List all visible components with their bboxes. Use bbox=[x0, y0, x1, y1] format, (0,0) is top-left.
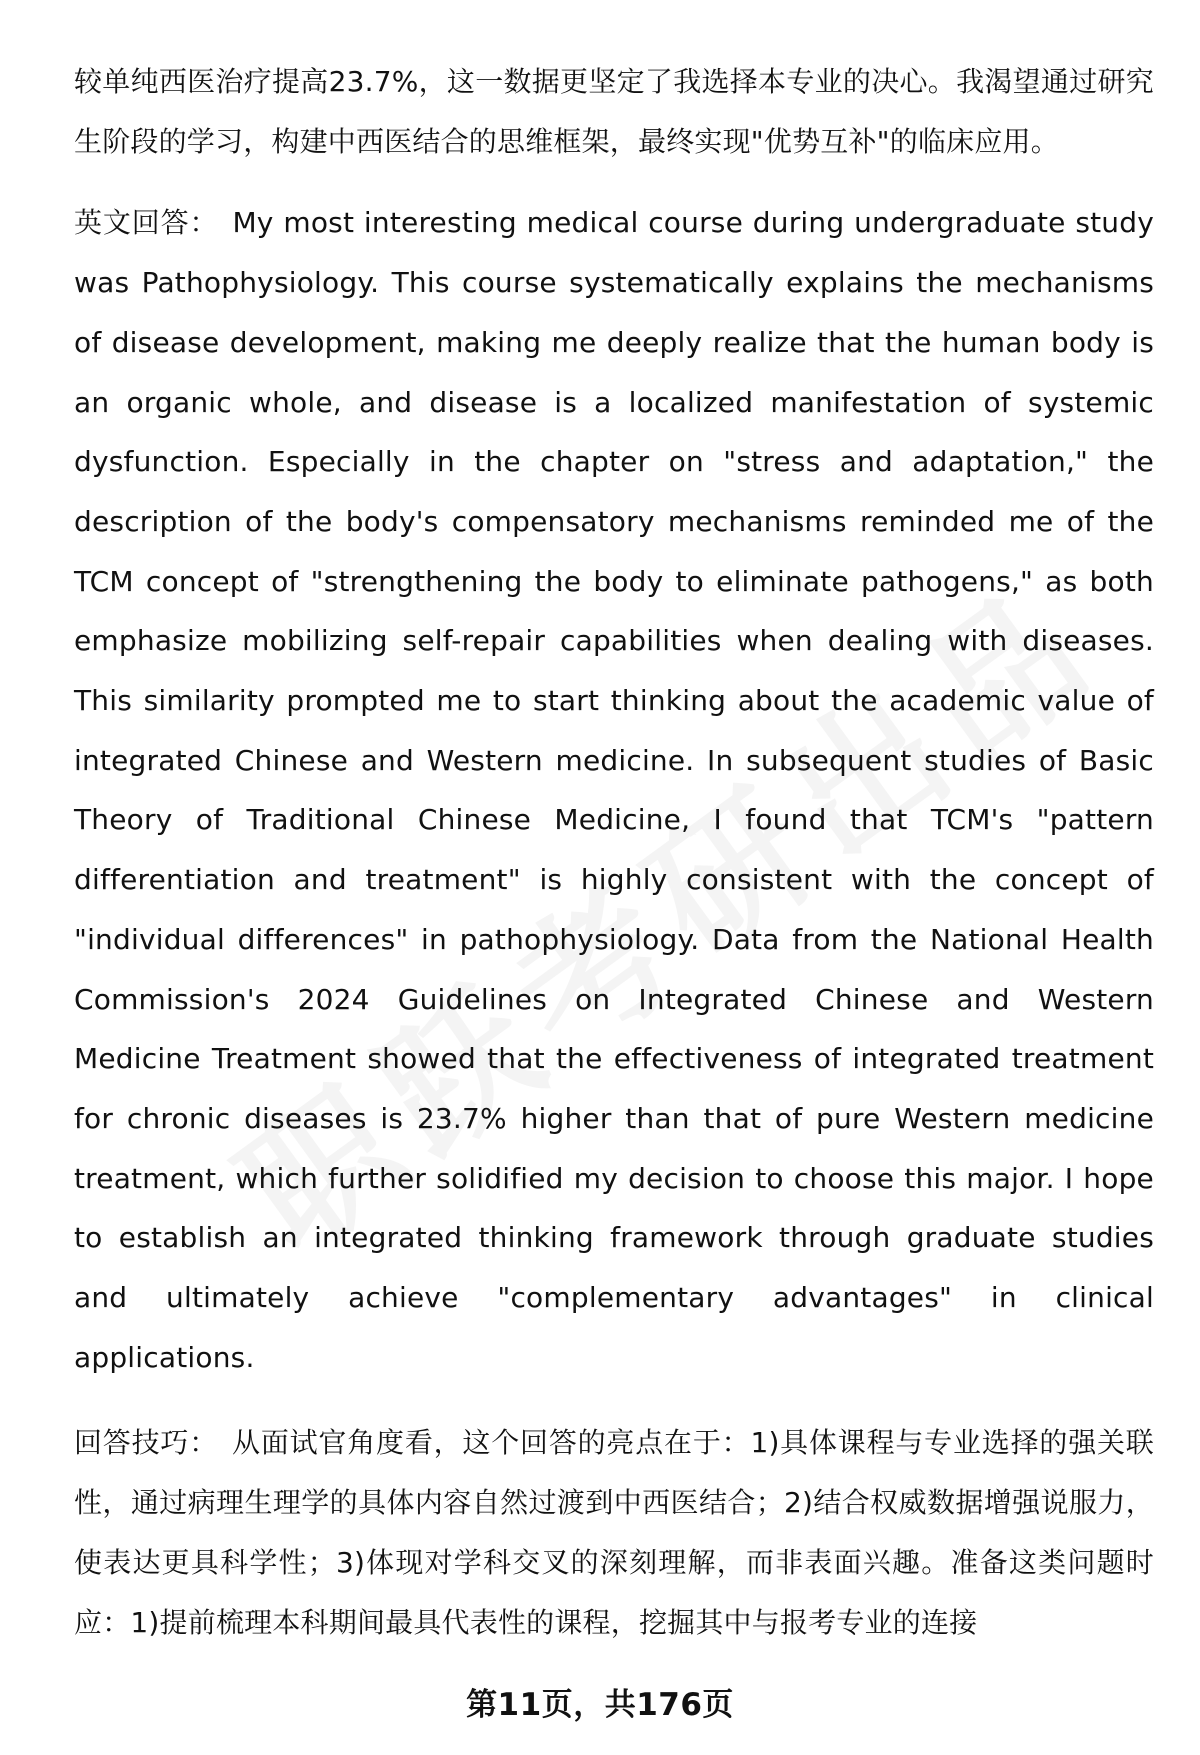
english-answer-text: My most interesting medical course during undergraduate study was Pathophysiology. This course systematically explains the mechanisms of disease development, making me deeply realize that the human body is an organic whole, and disease is a localized manifestation of systemic dysfunction. Especially in the chapter on "stress and adaptation," the description of the body's compensatory mechanisms reminded me of the TCM concept of "strengthening the body to eliminate pathogens," as both emphasize mobilizing self-repair capabilities when dealing with diseases. This similarity prompted me to start thinking about the academic value of integrated Chinese and Western medicine. In subsequent studies of Basic Theory of Traditional Chinese Medicine, I found that TCM's "pattern differentiation and treatment" is highly consistent with the concept of "individual differences" in pathophysiology. Data from the National Health Commission's 2024 Guidelines on Integrated Chinese and Western Medicine Treatment showed that the effectiveness of integrated treatment for chronic diseases is 23.7% higher than that of pure Western medicine treatment, which further solidified my decision to choose this major. I hope to establish an integrated thinking framework through graduate studies and ultimately achieve "complementary advantages" in clinical applications. bbox=[74, 206, 1154, 1374]
answer-tips-label: 回答技巧： bbox=[74, 1426, 219, 1460]
paragraph-answer-tips bbox=[74, 1413, 1154, 1652]
paragraph-english-answer bbox=[74, 193, 1154, 1387]
paragraph-chinese-continuation: 较单纯西医治疗提高23.7%，这一数据更坚定了我选择本专业的决心。我渴望通过研究生阶段的学习，构建中西医结合的思维框架，最终实现"优势互补"的临床应用。 bbox=[74, 65, 1154, 158]
page-number-footer: 第11页，共176页 bbox=[466, 1687, 734, 1723]
english-answer-label: 英文回答： bbox=[74, 206, 219, 240]
answer-tips-text: 从面试官角度看，这个回答的亮点在于：1)具体课程与专业选择的强关联性，通过病理生理学的具体内容自然过渡到中西医结合；2)结合权威数据增强说服力，使表达更具科学性；3)体现对学科交叉的深刻理解，而非表面兴趣。准备这类问题时应：1)提前梳理本科期间最具代表性的课程，挖掘其中与报考专业的连接 bbox=[74, 1426, 1154, 1639]
page-content bbox=[74, 52, 1154, 1652]
